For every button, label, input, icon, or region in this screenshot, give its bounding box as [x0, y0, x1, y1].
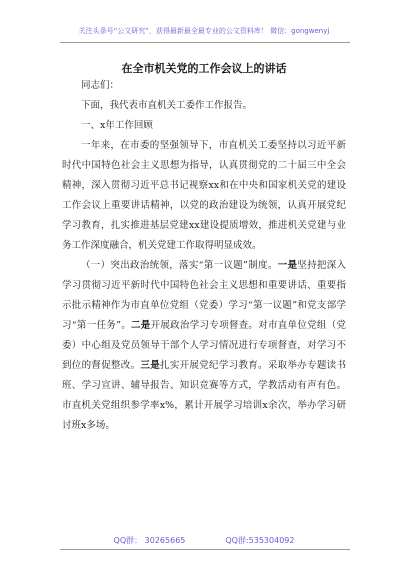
document-title: 在全市机关党的工作会议上的讲话: [121, 62, 287, 75]
paragraph-political-leadership: [62, 256, 346, 436]
footer-qq-group-1: QQ群： 30265665: [113, 536, 186, 545]
document-body: [62, 76, 346, 436]
footer-contact: [0, 535, 408, 546]
point-two-label: 二是: [131, 320, 151, 331]
subsection-heading: （一）突出政治统领，落实“第一议题”制度。: [81, 260, 278, 271]
header-divider: [60, 42, 350, 43]
footer-divider: [60, 549, 350, 550]
section-heading: 一、x年工作回顾: [81, 120, 153, 131]
footer-qq-group-2: QQ群:535304092: [225, 536, 295, 545]
greeting: 同志们：: [81, 80, 120, 91]
paragraph-review: 一年来，在市委的坚强领导下，市直机关工委坚持以习近平新时代中国特色社会主义思想为指导，认真贯彻党的二十届三中全会精神，深入贯彻习近平总书记视察xx和在中央和国家机关党的建设工作会议上重要讲话精神，以党的政治建设为统领，认真开展党纪学习教育，扎实推进基层党建xx建设提质增效，推进机关党建与业务工作深度融合，机关党建工作取得明显成效。: [62, 140, 346, 251]
header-promo-note: 关注头条号“公文研究”，获得最新最全最专业的公文资料库！ 微信：gongwenyj: [78, 27, 330, 35]
point-one-label: 一是: [277, 260, 298, 271]
point-three-text: 扎实开展党纪学习教育。采取举办专题读书班、学习宣讲、辅导报告、知识竞赛等方式，学教活动有声有色。市直机关党组织参学率x%，累计开展学习培训x余次，举办学习研讨班x多场。: [62, 360, 346, 431]
intro-paragraph: 下面，我代表市直机关工委作工作报告。: [81, 100, 253, 111]
point-two-text: 开展政治学习专项督查。对市直单位党组（党委）中心组及党员领导干部个人学习情况进行专项督查，对学习不到位的督促整改。: [62, 320, 346, 371]
point-three-label: 三是: [140, 360, 161, 371]
point-one-text: 坚持把深入学习贯彻习近平新时代中国特色社会主义思想和重要讲话、重要指示批示精神作为市直单位党组（党委）学习“第一议题”和党支部学习“第一任务”。: [62, 260, 346, 331]
